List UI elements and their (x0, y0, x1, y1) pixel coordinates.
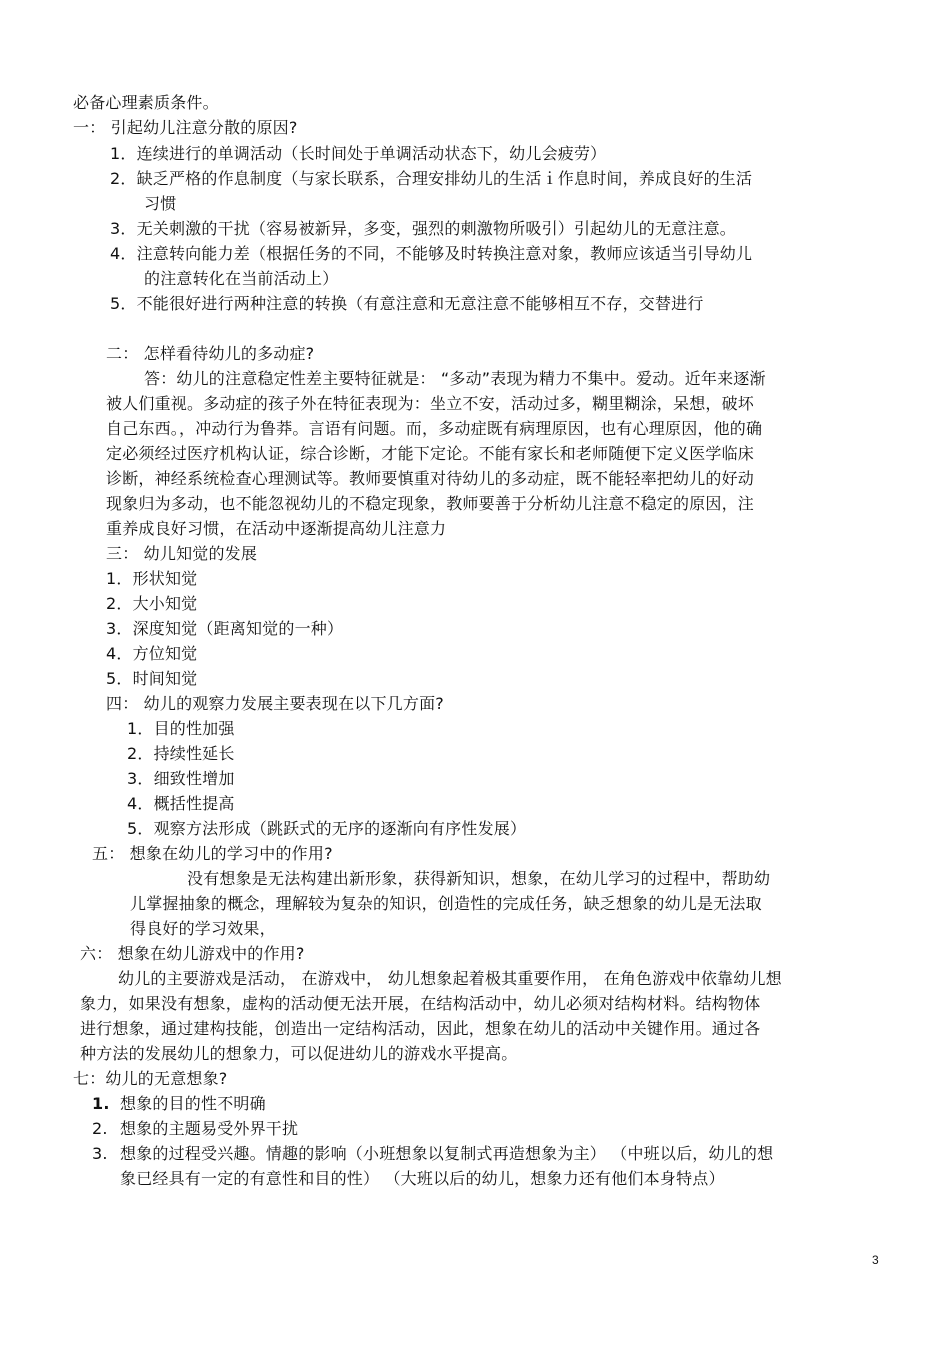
list-item: 5．不能很好进行两种注意的转换（有意注意和无意注意不能够相互不存，交替进行 (110, 294, 704, 313)
list-item: 1．连续进行的单调活动（长时间处于单调活动状态下，幼儿会疲劳） (110, 144, 607, 163)
list-item: 5．时间知觉 (106, 669, 198, 688)
paragraph-line: 幼儿的主要游戏是活动， 在游戏中， 幼儿想象起着极其重要作用， 在角色游戏中依靠幼儿想 (118, 969, 782, 988)
list-item-number: 3. (92, 1144, 108, 1163)
section-1-heading: 一： 引起幼儿注意分散的原因? (73, 118, 298, 137)
section-4-heading: 四： 幼儿的观察力发展主要表现在以下几方面? (106, 694, 444, 713)
paragraph-line: 种方法的发展幼儿的想象力，可以促进幼儿的游戏水平提高。 (80, 1044, 518, 1063)
list-item: 想象的目的性不明确 (120, 1094, 266, 1113)
paragraph-line: 进行想象，通过建构技能，创造出一定结构活动，因此，想象在幼儿的活动中关键作用。通过各 (80, 1019, 761, 1038)
paragraph-line: 得良好的学习效果， (130, 919, 276, 938)
list-item-continuation: 象已经具有一定的有意性和目的性） （大班以后的幼儿，想象力还有他们本身特点） (120, 1169, 725, 1188)
page-number: 3 (872, 1253, 879, 1267)
list-item: 1．目的性加强 (127, 719, 235, 738)
list-item-number: 1. (92, 1094, 110, 1113)
list-item: 想象的过程受兴趣。情趣的影响（小班想象以复制式再造想象为主） （中班以后，幼儿的想 (120, 1144, 774, 1163)
list-item: 1．形状知觉 (106, 569, 198, 588)
paragraph-line: 没有想象是无法构建出新形象，获得新知识，想象，在幼儿学习的过程中，帮助幼 (187, 869, 771, 888)
list-item: 2．缺乏严格的作息制度（与家长联系，合理安排幼儿的生活ｉ作息时间，养成良好的生活 (110, 169, 753, 188)
list-item-continuation: 习惯 (144, 194, 177, 213)
list-item: 3．细致性增加 (127, 769, 235, 788)
list-item: 5．观察方法形成（跳跃式的无序的逐渐向有序性发展） (127, 819, 527, 838)
list-item-continuation: 的注意转化在当前活动上） (144, 269, 339, 288)
section-2-heading: 二： 怎样看待幼儿的多动症? (106, 344, 315, 363)
paragraph-line: 诊断，神经系统检查心理测试等。教师要慎重对待幼儿的多动症，既不能轻率把幼儿的好动 (106, 469, 755, 488)
list-item-number: 2. (92, 1119, 108, 1138)
section-7-heading: 七：幼儿的无意想象? (73, 1069, 228, 1088)
list-item: 2．持续性延长 (127, 744, 235, 763)
paragraph-line: 重养成良好习惯，在活动中逐渐提高幼儿注意力 (106, 519, 447, 538)
list-item: 想象的主题易受外界干扰 (120, 1119, 299, 1138)
list-item: 3．深度知觉（距离知觉的一种） (106, 619, 344, 638)
paragraph-line: 定必须经过医疗机构认证，综合诊断，才能下定论。不能有家长和老师随便下定义医学临床 (106, 444, 755, 463)
section-6-heading: 六： 想象在幼儿游戏中的作用? (80, 944, 305, 963)
paragraph-line: 答：幼儿的注意稳定性差主要特征就是： “多动”表现为精力不集中。爱动。近年来逐渐 (144, 369, 766, 388)
section-5-heading: 五： 想象在幼儿的学习中的作用? (92, 844, 333, 863)
list-item: 4．概括性提高 (127, 794, 235, 813)
paragraph-line: 现象归为多动，也不能忽视幼儿的不稳定现象，教师要善于分析幼儿注意不稳定的原因，注 (106, 494, 755, 513)
paragraph-line: 象力，如果没有想象，虚构的活动便无法开展，在结构活动中，幼儿必须对结构材料。结构物体 (80, 994, 761, 1013)
section-3-heading: 三： 幼儿知觉的发展 (106, 544, 258, 563)
list-item: 3．无关刺激的干扰（容易被新异，多变，强烈的刺激物所吸引）引起幼儿的无意注意。 (110, 219, 736, 238)
intro-line: 必备心理素质条件。 (73, 93, 219, 112)
paragraph-line: 儿掌握抽象的概念，理解较为复杂的知识，创造性的完成任务，缺乏想象的幼儿是无法取 (130, 894, 762, 913)
list-item: 4．方位知觉 (106, 644, 198, 663)
list-item: 2．大小知觉 (106, 594, 198, 613)
paragraph-line: 被人们重视。多动症的孩子外在特征表现为：坐立不安，活动过多，糊里糊涂，呆想，破坏 (106, 394, 755, 413)
list-item: 4．注意转向能力差（根据任务的不同，不能够及时转换注意对象，教师应该适当引导幼儿 (110, 244, 753, 263)
paragraph-line: 自己东西。，冲动行为鲁莽。言语有问题。而，多动症既有病理原因，也有心理原因，他的确 (106, 419, 763, 438)
